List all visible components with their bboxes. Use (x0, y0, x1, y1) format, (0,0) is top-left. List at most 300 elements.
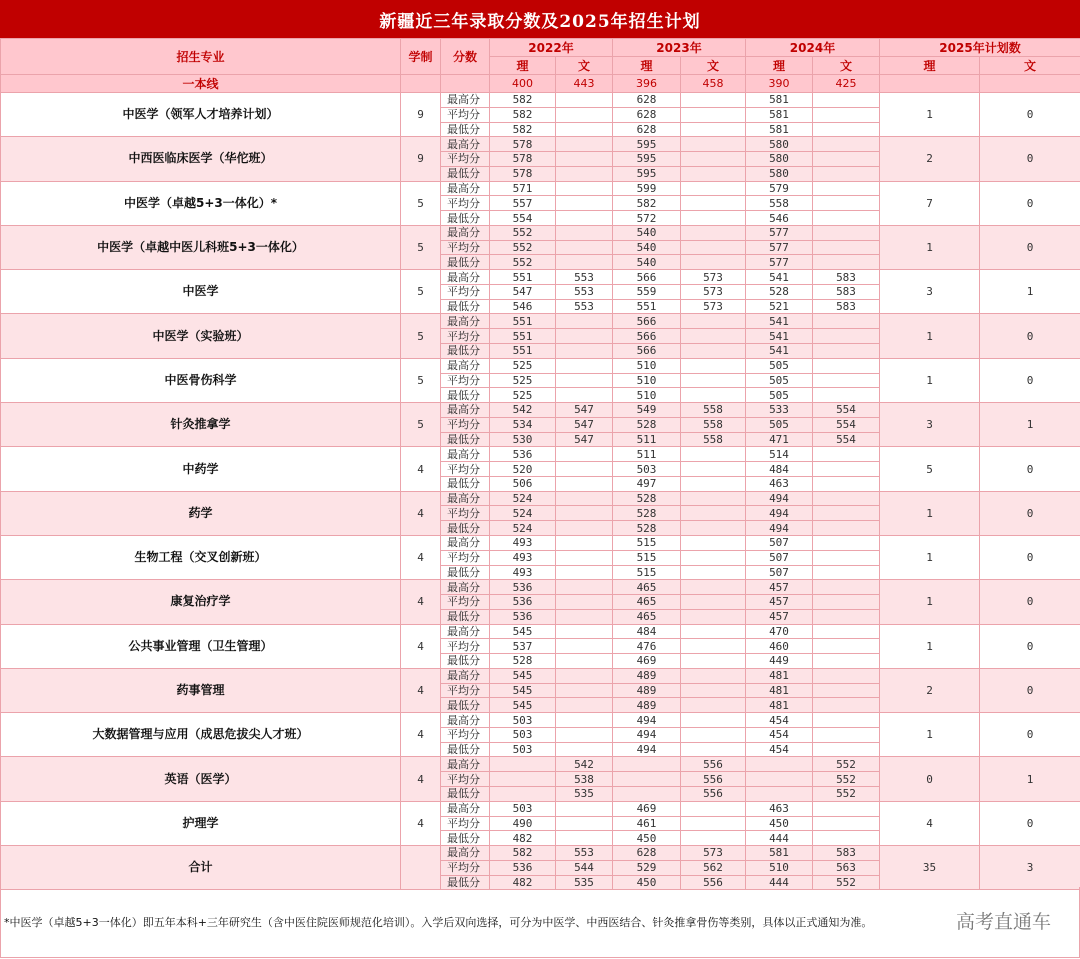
score-value (681, 668, 746, 683)
score-value: 573 (681, 284, 746, 299)
score-label: 平均分 (441, 284, 490, 299)
score-label: 平均分 (441, 152, 490, 167)
plan-wen-value: 0 (980, 668, 1080, 712)
score-value: 554 (813, 403, 880, 418)
score-value: 581 (746, 107, 813, 122)
score-label: 平均分 (441, 506, 490, 521)
header-score: 分数 (441, 39, 490, 75)
score-value (556, 196, 613, 211)
score-value: 525 (490, 388, 556, 403)
score-value: 628 (613, 93, 681, 108)
score-value: 546 (490, 299, 556, 314)
score-value (681, 550, 746, 565)
empty-cell (401, 75, 441, 93)
table-row (1, 270, 1080, 285)
score-value (681, 491, 746, 506)
score-value: 503 (613, 462, 681, 477)
score-value (490, 786, 556, 801)
score-value: 582 (490, 93, 556, 108)
score-label: 平均分 (441, 727, 490, 742)
score-value (681, 476, 746, 491)
duration-value: 4 (401, 668, 441, 712)
score-value (556, 742, 613, 757)
table-row (1, 403, 1080, 418)
plan-li-value: 2 (880, 137, 980, 181)
score-value (613, 772, 681, 787)
header-duration: 学制 (401, 39, 441, 75)
score-value (813, 698, 880, 713)
table-row (1, 846, 1080, 861)
score-label: 最低分 (441, 122, 490, 137)
score-value (813, 447, 880, 462)
score-value (746, 772, 813, 787)
score-label: 最低分 (441, 299, 490, 314)
score-value: 494 (613, 727, 681, 742)
duration-value: 4 (401, 447, 441, 491)
score-value (556, 373, 613, 388)
score-label: 最低分 (441, 742, 490, 757)
header-wen: 文 (556, 57, 613, 75)
score-value: 582 (490, 107, 556, 122)
header-major: 招生专业 (1, 39, 401, 75)
score-value: 552 (813, 786, 880, 801)
score-value (813, 388, 880, 403)
score-value (813, 373, 880, 388)
score-value (681, 831, 746, 846)
score-value (681, 609, 746, 624)
score-value: 529 (613, 860, 681, 875)
score-label: 最低分 (441, 166, 490, 181)
score-value: 556 (681, 786, 746, 801)
score-value (556, 595, 613, 610)
score-value: 578 (490, 166, 556, 181)
score-value: 537 (490, 639, 556, 654)
score-value (813, 181, 880, 196)
score-value (746, 786, 813, 801)
score-value (681, 654, 746, 669)
score-value (813, 624, 880, 639)
score-value: 528 (490, 654, 556, 669)
table-row (1, 314, 1080, 329)
score-value: 481 (746, 668, 813, 683)
score-label: 最高分 (441, 314, 490, 329)
plan-wen-value: 1 (980, 757, 1080, 801)
score-label: 平均分 (441, 196, 490, 211)
score-label: 最高分 (441, 846, 490, 861)
score-value (746, 757, 813, 772)
table-row (1, 580, 1080, 595)
major-name: 中医学（实验班） (1, 314, 401, 358)
score-value: 484 (746, 462, 813, 477)
duration-value: 5 (401, 270, 441, 314)
score-value: 599 (613, 181, 681, 196)
score-value: 521 (746, 299, 813, 314)
score-value (556, 329, 613, 344)
score-value (556, 476, 613, 491)
score-value (813, 831, 880, 846)
plan-wen-value: 0 (980, 93, 1080, 137)
score-value: 469 (613, 654, 681, 669)
score-label: 最高分 (441, 358, 490, 373)
score-value: 481 (746, 698, 813, 713)
score-value (556, 639, 613, 654)
plan-wen-value: 0 (980, 801, 1080, 845)
score-value: 457 (746, 580, 813, 595)
score-value (556, 698, 613, 713)
score-value (681, 521, 746, 536)
plan-wen-value: 0 (980, 713, 1080, 757)
table-row (1, 535, 1080, 550)
score-value: 553 (556, 270, 613, 285)
score-value: 545 (490, 668, 556, 683)
score-value (813, 107, 880, 122)
score-value: 530 (490, 432, 556, 447)
major-name: 中医骨伤科学 (1, 358, 401, 402)
score-value: 510 (613, 373, 681, 388)
score-label: 最低分 (441, 521, 490, 536)
score-value: 580 (746, 137, 813, 152)
score-label: 平均分 (441, 816, 490, 831)
score-value: 541 (746, 314, 813, 329)
score-value: 541 (746, 270, 813, 285)
score-value: 553 (556, 284, 613, 299)
score-value: 583 (813, 846, 880, 861)
first-line-value: 425 (813, 75, 880, 93)
score-value (813, 152, 880, 167)
score-value (681, 580, 746, 595)
score-label: 最高分 (441, 535, 490, 550)
score-value (556, 727, 613, 742)
major-name: 合计 (1, 846, 401, 890)
plan-wen-value: 0 (980, 535, 1080, 579)
score-value: 494 (613, 713, 681, 728)
score-value: 549 (613, 403, 681, 418)
score-value (813, 683, 880, 698)
score-value: 463 (746, 476, 813, 491)
score-value: 511 (613, 447, 681, 462)
score-value: 581 (746, 122, 813, 137)
score-label: 最高分 (441, 270, 490, 285)
score-value (556, 491, 613, 506)
score-value: 465 (613, 595, 681, 610)
score-value: 552 (813, 757, 880, 772)
empty-cell (441, 75, 490, 93)
plan-wen-value: 0 (980, 181, 1080, 225)
score-value: 580 (746, 152, 813, 167)
header-li: 理 (880, 57, 980, 75)
score-label: 最低分 (441, 831, 490, 846)
table-row (1, 624, 1080, 639)
score-label: 最低分 (441, 565, 490, 580)
duration-value: 4 (401, 757, 441, 801)
major-name: 中医学（卓越中医儿科班5+3一体化） (1, 225, 401, 269)
score-value: 444 (746, 831, 813, 846)
score-label: 平均分 (441, 462, 490, 477)
score-value: 628 (613, 107, 681, 122)
score-value (681, 801, 746, 816)
score-label: 平均分 (441, 240, 490, 255)
score-value (556, 211, 613, 226)
score-value: 557 (490, 196, 556, 211)
score-value (813, 255, 880, 270)
plan-li-value: 5 (880, 447, 980, 491)
score-value (681, 240, 746, 255)
header-li: 理 (746, 57, 813, 75)
first-line-value: 443 (556, 75, 613, 93)
header-wen: 文 (681, 57, 746, 75)
major-name: 针灸推拿学 (1, 403, 401, 447)
score-value: 628 (613, 846, 681, 861)
score-value: 536 (490, 595, 556, 610)
score-value: 577 (746, 225, 813, 240)
score-value: 535 (556, 786, 613, 801)
major-name: 中医学 (1, 270, 401, 314)
score-value: 449 (746, 654, 813, 669)
major-name: 药学 (1, 491, 401, 535)
score-value: 547 (556, 432, 613, 447)
score-value (813, 742, 880, 757)
score-label: 最高分 (441, 181, 490, 196)
score-value: 454 (746, 742, 813, 757)
major-name: 康复治疗学 (1, 580, 401, 624)
score-value: 554 (490, 211, 556, 226)
score-label: 最高分 (441, 757, 490, 772)
table-row (1, 181, 1080, 196)
score-value (556, 93, 613, 108)
duration-value: 4 (401, 580, 441, 624)
score-value: 482 (490, 875, 556, 890)
header-year-2022: 2022年 (490, 39, 613, 57)
score-value (681, 329, 746, 344)
score-value: 545 (490, 624, 556, 639)
score-value: 551 (490, 329, 556, 344)
table-row (1, 801, 1080, 816)
score-value: 525 (490, 358, 556, 373)
score-label: 平均分 (441, 373, 490, 388)
score-value (556, 506, 613, 521)
score-value (556, 550, 613, 565)
score-value: 470 (746, 624, 813, 639)
score-value (813, 462, 880, 477)
score-value: 507 (746, 565, 813, 580)
plan-li-value: 1 (880, 580, 980, 624)
table-row (1, 757, 1080, 772)
score-value: 514 (746, 447, 813, 462)
score-value: 510 (613, 388, 681, 403)
score-label: 平均分 (441, 329, 490, 344)
empty-cell (980, 75, 1080, 93)
score-value (681, 107, 746, 122)
score-value: 515 (613, 535, 681, 550)
score-value: 583 (813, 299, 880, 314)
plan-li-value: 35 (880, 846, 980, 890)
score-value: 562 (681, 860, 746, 875)
major-name: 中医学（领军人才培养计划） (1, 93, 401, 137)
score-value: 497 (613, 476, 681, 491)
score-value (681, 506, 746, 521)
plan-li-value: 1 (880, 225, 980, 269)
score-value: 552 (490, 240, 556, 255)
page-title: 新疆近三年录取分数及2025年招生计划 (0, 0, 1080, 38)
score-value: 540 (613, 240, 681, 255)
plan-wen-value: 0 (980, 137, 1080, 181)
score-value: 476 (613, 639, 681, 654)
score-value: 494 (746, 491, 813, 506)
score-value (681, 358, 746, 373)
score-value: 580 (746, 166, 813, 181)
score-value (813, 240, 880, 255)
score-value: 551 (490, 314, 556, 329)
score-value (813, 358, 880, 373)
score-value (556, 565, 613, 580)
score-value: 545 (490, 698, 556, 713)
score-label: 最低分 (441, 388, 490, 403)
score-label: 平均分 (441, 860, 490, 875)
score-value: 469 (613, 801, 681, 816)
score-value (556, 225, 613, 240)
duration-value: 9 (401, 93, 441, 137)
score-value (813, 801, 880, 816)
score-value (813, 93, 880, 108)
score-value (681, 314, 746, 329)
score-label: 最低分 (441, 609, 490, 624)
score-value (681, 122, 746, 137)
score-label: 最高分 (441, 225, 490, 240)
score-value (556, 166, 613, 181)
score-value: 582 (490, 122, 556, 137)
score-value (681, 447, 746, 462)
score-value: 578 (490, 152, 556, 167)
duration-value: 4 (401, 491, 441, 535)
duration-value: 9 (401, 137, 441, 181)
score-value: 525 (490, 373, 556, 388)
score-value: 577 (746, 240, 813, 255)
score-value: 572 (613, 211, 681, 226)
score-value: 595 (613, 152, 681, 167)
score-value (681, 727, 746, 742)
empty-cell (880, 75, 980, 93)
score-value: 541 (746, 329, 813, 344)
score-value (556, 831, 613, 846)
score-value (813, 491, 880, 506)
score-value (813, 654, 880, 669)
score-label: 平均分 (441, 683, 490, 698)
score-value: 503 (490, 713, 556, 728)
score-value (681, 93, 746, 108)
score-value (681, 639, 746, 654)
score-value: 494 (613, 742, 681, 757)
score-value: 515 (613, 550, 681, 565)
plan-li-value: 1 (880, 358, 980, 402)
plan-wen-value: 0 (980, 225, 1080, 269)
major-name: 生物工程（交叉创新班） (1, 535, 401, 579)
score-value: 546 (746, 211, 813, 226)
score-value: 503 (490, 727, 556, 742)
plan-wen-value: 1 (980, 270, 1080, 314)
table-row (1, 137, 1080, 152)
score-value: 571 (490, 181, 556, 196)
score-value: 524 (490, 521, 556, 536)
score-value (681, 698, 746, 713)
duration-value: 4 (401, 535, 441, 579)
footer (0, 887, 1080, 958)
score-value: 524 (490, 491, 556, 506)
header-li: 理 (490, 57, 556, 75)
header-li: 理 (613, 57, 681, 75)
score-value (813, 166, 880, 181)
score-value: 595 (613, 137, 681, 152)
score-value (681, 166, 746, 181)
score-label: 最高分 (441, 580, 490, 595)
score-value: 528 (613, 491, 681, 506)
score-value (813, 506, 880, 521)
score-value (556, 344, 613, 359)
header-year-2023: 2023年 (613, 39, 746, 57)
plan-wen-value: 0 (980, 358, 1080, 402)
plan-li-value: 1 (880, 624, 980, 668)
score-value: 457 (746, 609, 813, 624)
plan-li-value: 3 (880, 403, 980, 447)
score-value: 494 (746, 506, 813, 521)
plan-li-value: 4 (880, 801, 980, 845)
score-value: 515 (613, 565, 681, 580)
score-label: 最高分 (441, 713, 490, 728)
score-value: 542 (490, 403, 556, 418)
score-value: 551 (490, 270, 556, 285)
score-value: 577 (746, 255, 813, 270)
score-label: 最低分 (441, 432, 490, 447)
score-value (681, 462, 746, 477)
table-row (1, 358, 1080, 373)
duration-value: 4 (401, 624, 441, 668)
score-value: 578 (490, 137, 556, 152)
score-value (813, 668, 880, 683)
score-value: 450 (613, 875, 681, 890)
score-value: 558 (681, 432, 746, 447)
score-value (681, 565, 746, 580)
score-value (813, 521, 880, 536)
score-value (681, 152, 746, 167)
header-year-2024: 2024年 (746, 39, 880, 57)
major-name: 中医学（卓越5+3一体化）* (1, 181, 401, 225)
score-value: 510 (746, 860, 813, 875)
score-value: 581 (746, 846, 813, 861)
score-value: 493 (490, 565, 556, 580)
score-value (556, 683, 613, 698)
score-value: 528 (613, 417, 681, 432)
duration-value: 5 (401, 314, 441, 358)
score-value: 583 (813, 270, 880, 285)
score-value (813, 727, 880, 742)
major-name: 公共事业管理（卫生管理） (1, 624, 401, 668)
score-value (813, 211, 880, 226)
score-value (813, 565, 880, 580)
footnote: *中医学（卓越5+3一体化）即五年本科+三年研究生（含中医住院医师规范化培训）。入学后双向选择，可分为中医学、中西医结合、针灸推拿骨伤等类别，具体以正式通知为准。 (4, 916, 873, 929)
score-value: 528 (613, 506, 681, 521)
score-value: 505 (746, 417, 813, 432)
score-value (681, 255, 746, 270)
score-value: 450 (613, 831, 681, 846)
score-value (490, 772, 556, 787)
score-label: 最高分 (441, 801, 490, 816)
score-value: 551 (490, 344, 556, 359)
score-value (681, 388, 746, 403)
score-value (813, 713, 880, 728)
score-label: 平均分 (441, 550, 490, 565)
score-value: 536 (490, 447, 556, 462)
first-line-value: 390 (746, 75, 813, 93)
score-value (813, 137, 880, 152)
